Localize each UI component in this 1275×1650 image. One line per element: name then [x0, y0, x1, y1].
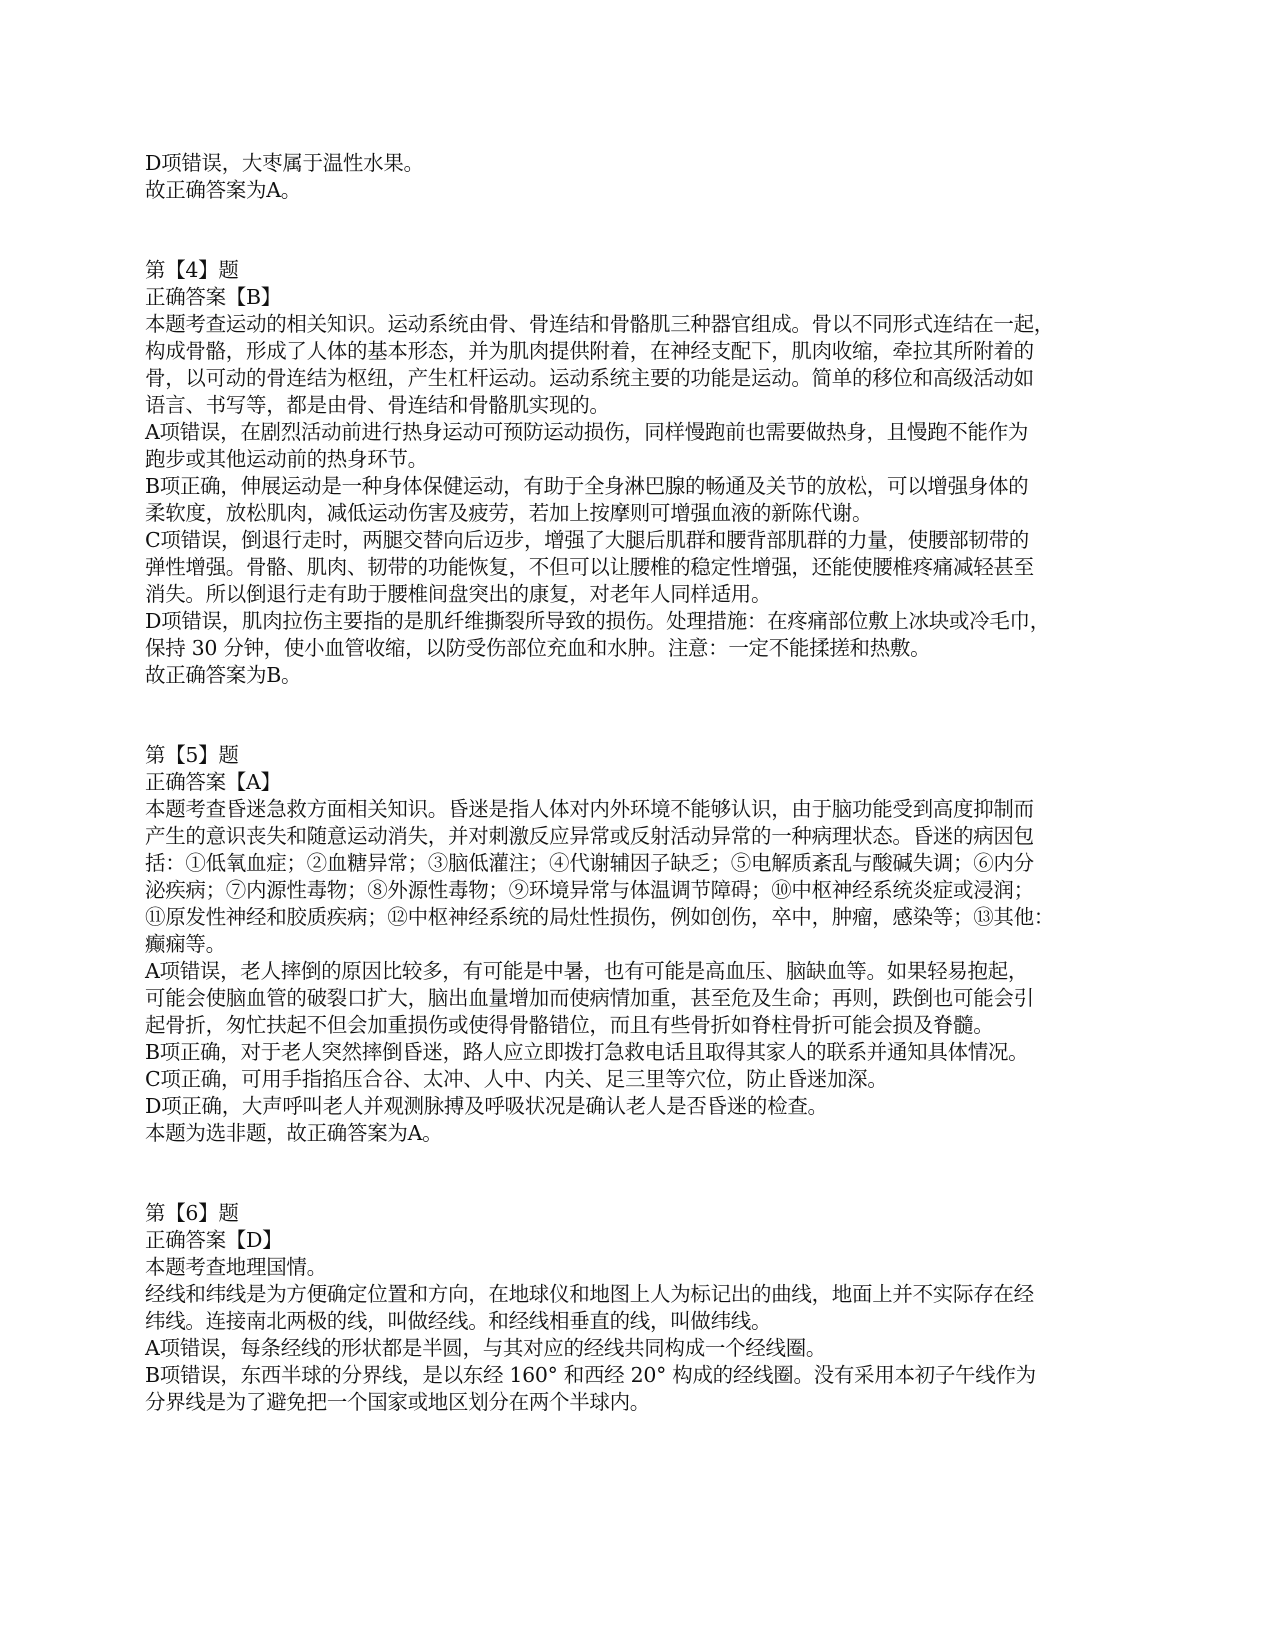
text-line: 本题考查昏迷急救方面相关知识。昏迷是指人体对内外环境不能够认识，由于脑功能受到高度抑制而	[145, 797, 1034, 821]
text-line: A项错误，在剧烈活动前进行热身运动可预防运动损伤，同样慢跑前也需要做热身，且慢跑不能作为	[145, 420, 1029, 444]
text-line: 本题为选非题，故正确答案为A。	[145, 1121, 443, 1145]
text-line: 第【5】题	[145, 743, 239, 767]
text-line: 骨，以可动的骨连结为枢纽，产生杠杆运动。运动系统主要的功能是运动。简单的移位和高级活动如	[145, 366, 1034, 390]
text-line: B项正确，对于老人突然摔倒昏迷，路人应立即拨打急救电话且取得其家人的联系并通知具体情况。	[145, 1040, 1029, 1064]
text-line: 纬线。连接南北两极的线，叫做经线。和经线相垂直的线，叫做纬线。	[145, 1309, 772, 1333]
text-line: 构成骨骼，形成了人体的基本形态，并为肌肉提供附着，在神经支配下，肌肉收缩，牵拉其所附着的	[145, 339, 1034, 363]
text-line: 癫痫等。	[145, 932, 226, 956]
text-line: 经线和纬线是为方便确定位置和方向，在地球仪和地图上人为标记出的曲线，地面上并不实际存在经	[145, 1282, 1034, 1306]
text-line: A项错误，每条经线的形状都是半圆，与其对应的经线共同构成一个经线圈。	[145, 1336, 827, 1360]
text-line: B项错误，东西半球的分界线，是以东经 160° 和西经 20° 构成的经线圈。没有采用本初子午线作为	[145, 1363, 1036, 1387]
text-line: ⑪原发性神经和胶质疾病；⑫中枢神经系统的局灶性损伤，例如创伤，卒中，肿瘤，感染等；⑬其他：	[145, 905, 1054, 929]
text-line: 括：①低氧血症；②血糖异常；③脑低灌注；④代谢辅因子缺乏；⑤电解质紊乱与酸碱失调；⑥内分	[145, 851, 1034, 875]
answer-section	[145, 1200, 1145, 1416]
text-line: 正确答案【B】	[145, 285, 281, 309]
text-line: C项正确，可用手指掐压合谷、太冲、人中、内关、足三里等穴位，防止昏迷加深。	[145, 1067, 888, 1091]
text-line: 可能会使脑血管的破裂口扩大，脑出血量增加而使病情加重，甚至危及生命；再则，跌倒也可能会引	[145, 986, 1034, 1010]
text-line: 保持 30 分钟，使小血管收缩，以防受伤部位充血和水肿。注意：一定不能揉搓和热敷。	[145, 636, 931, 660]
text-line: 正确答案【D】	[145, 1228, 283, 1252]
text-line: D项错误，大枣属于温性水果。	[145, 151, 424, 175]
text-line: 本题考查运动的相关知识。运动系统由骨、骨连结和骨骼肌三种器官组成。骨以不同形式连结在一起，	[145, 312, 1054, 336]
text-line: 弹性增强。骨骼、肌肉、韧带的功能恢复，不但可以让腰椎的稳定性增强，还能使腰椎疼痛减轻甚至	[145, 555, 1034, 579]
text-line: D项正确，大声呼叫老人并观测脉搏及呼吸状况是确认老人是否昏迷的检查。	[145, 1094, 828, 1118]
text-line: 正确答案【A】	[145, 770, 281, 794]
text-line: 语言、书写等，都是由骨、骨连结和骨骼肌实现的。	[145, 393, 610, 417]
text-line: C项错误，倒退行走时，两腿交替向后迈步，增强了大腿后肌群和腰背部肌群的力量，使腰部韧带的	[145, 528, 1029, 552]
text-line: 跑步或其他运动前的热身环节。	[145, 447, 428, 471]
text-line: B项正确，伸展运动是一种身体保健运动，有助于全身淋巴腺的畅通及关节的放松，可以增强身体的	[145, 474, 1029, 498]
text-line: 第【4】题	[145, 258, 239, 282]
text-line: 产生的意识丧失和随意运动消失，并对刺激反应异常或反射活动异常的一种病理状态。昏迷的病因包	[145, 824, 1034, 848]
text-line: 泌疾病；⑦内源性毒物；⑧外源性毒物；⑨环境异常与体温调节障碍；⑩中枢神经系统炎症或浸润；	[145, 878, 1034, 902]
text-line: A项错误，老人摔倒的原因比较多，有可能是中暑，也有可能是高血压、脑缺血等。如果轻易抱起，	[145, 959, 1029, 983]
text-line: 柔软度，放松肌肉，减低运动伤害及疲劳，若加上按摩则可增强血液的新陈代谢。	[145, 501, 873, 525]
text-line: 故正确答案为A。	[145, 178, 301, 202]
answer-section	[145, 257, 1145, 689]
text-line: 分界线是为了避免把一个国家或地区划分在两个半球内。	[145, 1390, 650, 1414]
answer-section	[145, 742, 1145, 1147]
answer-section	[145, 150, 1145, 204]
text-line: 故正确答案为B。	[145, 663, 302, 687]
text-line: D项错误，肌肉拉伤主要指的是肌纤维撕裂所导致的损伤。处理措施：在疼痛部位敷上冰块或冷毛巾，	[145, 609, 1050, 633]
text-line: 本题考查地理国情。	[145, 1255, 327, 1279]
text-line: 第【6】题	[145, 1201, 239, 1225]
text-line: 起骨折，匆忙扶起不但会加重损伤或使得骨骼错位，而且有些骨折如脊柱骨折可能会损及脊髓。	[145, 1013, 994, 1037]
text-line: 消失。所以倒退行走有助于腰椎间盘突出的康复，对老年人同样适用。	[145, 582, 772, 606]
